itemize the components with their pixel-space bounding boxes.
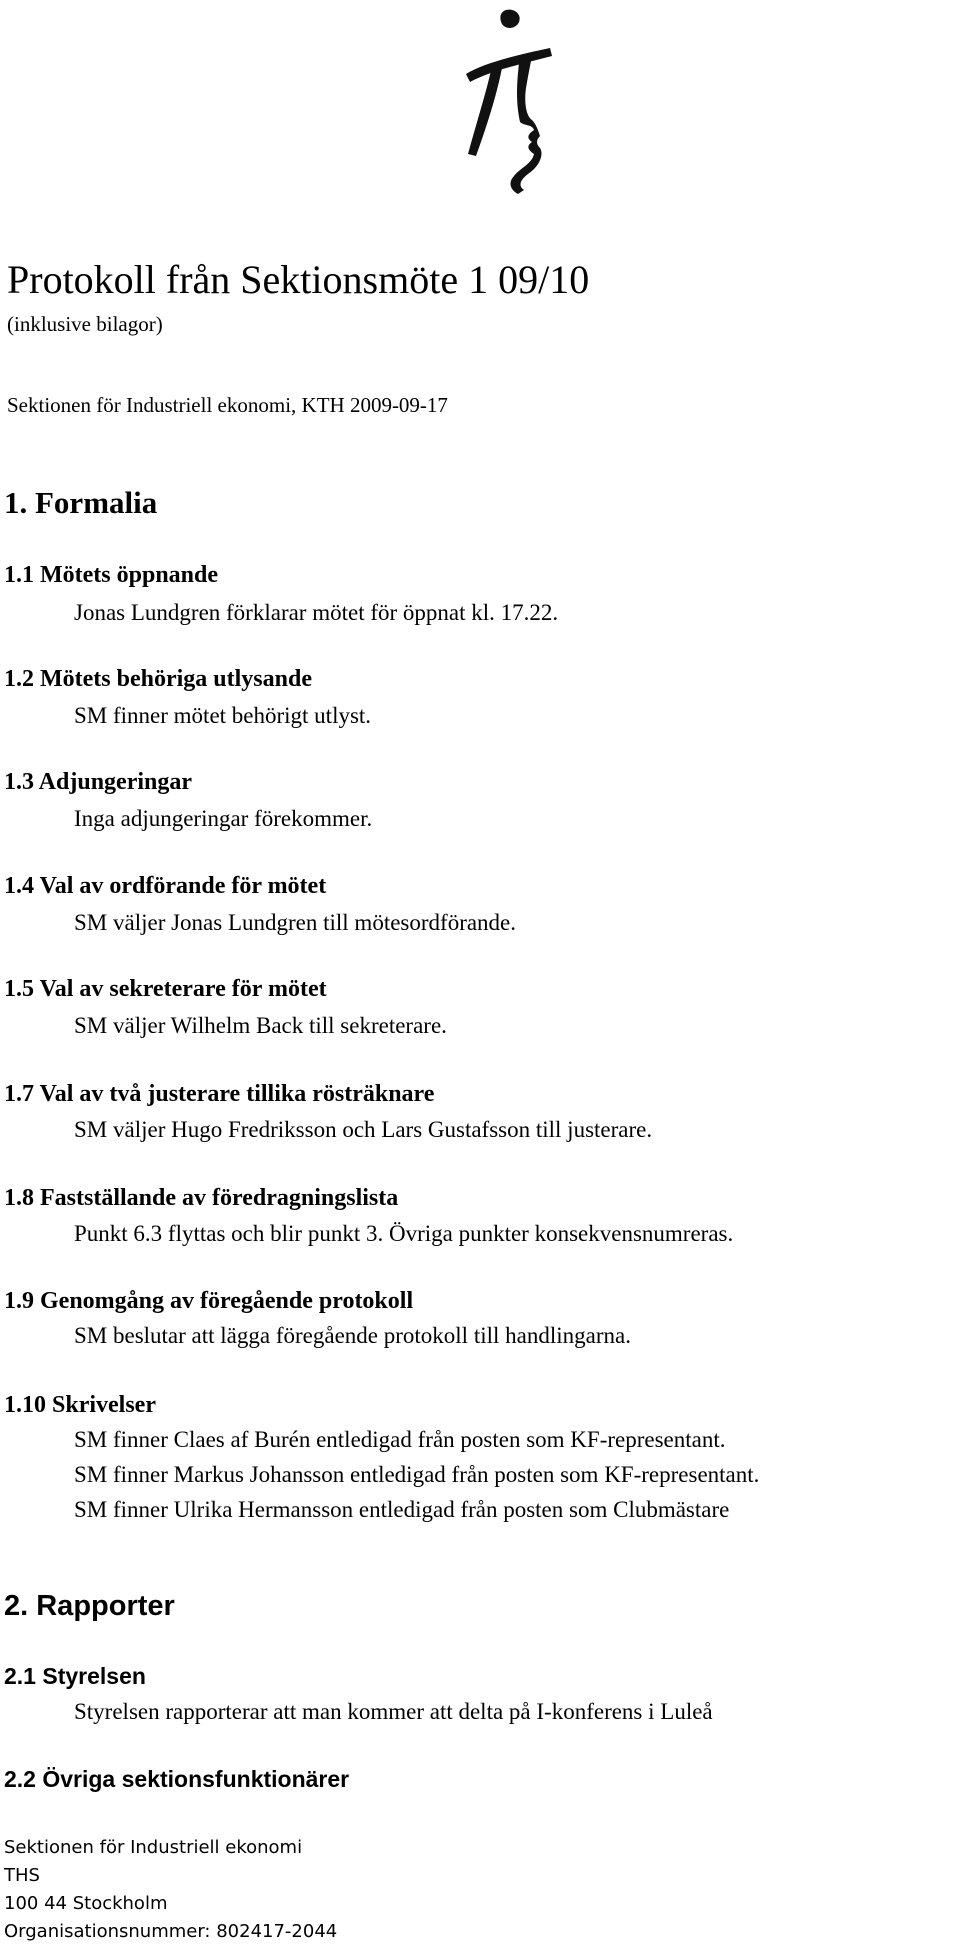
item-text-1-8: Punkt 6.3 flyttas och blir punkt 3. Övriga punkter konsekvensnumreras. — [74, 1221, 734, 1246]
section-heading-formalia: 1. Formalia — [4, 485, 158, 520]
item-heading-1-1: 1.1 Mötets öppnande — [4, 562, 219, 588]
item-heading-2-2: 2.2 Övriga sektionsfunktionärer — [4, 1766, 350, 1792]
i-person-profile-logo-icon — [462, 4, 558, 194]
item-text-2-1: Styrelsen rapporterar att man kommer att delta på I-konferens i Luleå — [74, 1699, 713, 1724]
item-heading-1-10: 1.10 Skrivelser — [4, 1392, 156, 1418]
section-heading-rapporter: 2. Rapporter — [4, 1590, 175, 1622]
item-text-1-2: SM finner mötet behörigt utlyst. — [74, 703, 372, 728]
item-heading-1-7: 1.7 Val av två justerare tillika rösträknare — [4, 1081, 435, 1107]
item-heading-1-3: 1.3 Adjungeringar — [4, 769, 193, 795]
item-heading-1-8: 1.8 Fastställande av föredragningslista — [4, 1185, 399, 1211]
footer-org-number: Organisationsnummer: 802417-2044 — [4, 1921, 338, 1942]
item-text-1-10-c: SM finner Ulrika Hermansson entledigad från posten som Clubmästare — [74, 1497, 730, 1522]
item-text-1-5: SM väljer Wilhelm Back till sekreterare. — [74, 1013, 447, 1038]
item-text-1-3: Inga adjungeringar förekommer. — [74, 806, 373, 831]
item-text-1-7: SM väljer Hugo Fredriksson och Lars Gustafsson till justerare. — [74, 1117, 653, 1142]
section-logo — [462, 4, 558, 194]
item-heading-1-9: 1.9 Genomgång av föregående protokoll — [4, 1288, 414, 1314]
item-heading-1-5: 1.5 Val av sekreterare för mötet — [4, 976, 327, 1002]
item-text-1-1: Jonas Lundgren förklarar mötet för öppnat kl. 17.22. — [74, 600, 559, 625]
item-heading-1-2: 1.2 Mötets behöriga utlysande — [4, 666, 312, 692]
footer-org-name: Sektionen för Industriell ekonomi — [4, 1837, 303, 1858]
page-title: Protokoll från Sektionsmöte 1 09/10 — [7, 257, 590, 302]
item-text-1-4: SM väljer Jonas Lundgren till mötesordförande. — [74, 910, 517, 935]
page-subtitle: (inklusive bilagor) — [7, 312, 163, 336]
item-text-1-10-a: SM finner Claes af Burén entledigad från posten som KF-representant. — [74, 1427, 726, 1452]
meeting-meta: Sektionen för Industriell ekonomi, KTH 2009-09-17 — [7, 393, 448, 417]
footer-address: 100 44 Stockholm — [4, 1893, 168, 1914]
item-heading-2-1: 2.1 Styrelsen — [4, 1663, 146, 1689]
footer-ths: THS — [4, 1865, 40, 1886]
item-heading-1-4: 1.4 Val av ordförande för mötet — [4, 873, 327, 899]
item-text-1-9: SM beslutar att lägga föregående protokoll till handlingarna. — [74, 1323, 631, 1348]
item-text-1-10-b: SM finner Markus Johansson entledigad från posten som KF-representant. — [74, 1462, 760, 1487]
